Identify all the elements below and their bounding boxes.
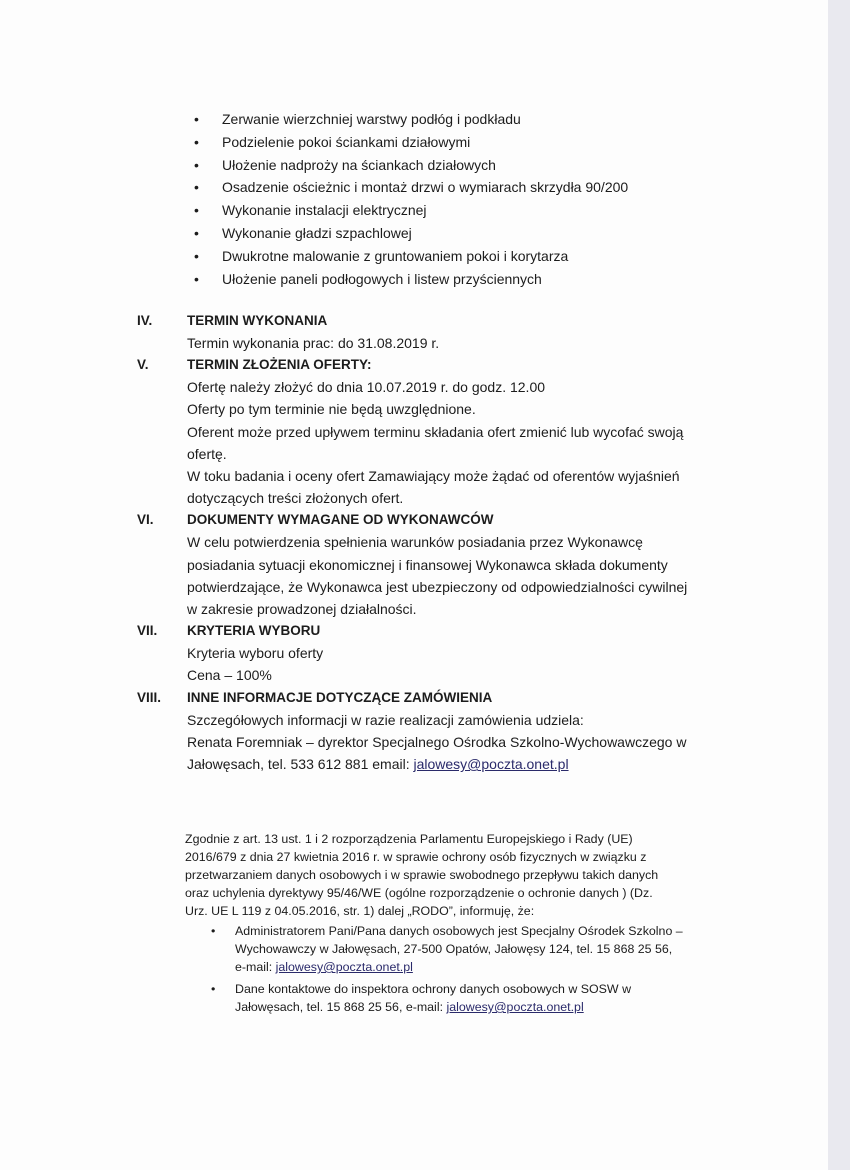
section-line: Cena – 100%	[187, 667, 272, 684]
rodo-line: przetwarzaniem danych osobowych i w sprawie swobodnego przepływu takich danych	[185, 868, 659, 882]
section-number: IV.	[137, 313, 153, 328]
section-line: Jałowęsach, tel. 533 612 881 email: jalowesy@poczta.onet.pl	[187, 756, 569, 773]
section-viii	[137, 687, 757, 776]
section-number: VII.	[137, 623, 158, 639]
section-title: DOKUMENTY WYMAGANE OD WYKONAWCÓW	[187, 512, 494, 528]
section-line: Renata Foremniak – dyrektor Specjalnego Ośrodka Szkolno-Wychowawczego w	[187, 733, 687, 750]
scan-edge	[828, 0, 850, 1170]
section-title: INNE INFORMACJE DOTYCZĄCE ZAMÓWIENIA	[187, 689, 493, 705]
rodo-line: Urz. UE L 119 z 04.05.2016, str. 1) dalej „RODO”, informuję, że:	[185, 904, 535, 918]
rodo-line: Zgodnie z art. 13 ust. 1 i 2 rozporządzenia Parlamentu Europejskiego i Rady (UE)	[185, 832, 633, 846]
list-item: • Dwukrotne malowanie z gruntowaniem pokoi i korytarza	[210, 245, 800, 268]
rodo-notice	[185, 830, 745, 1020]
section-line: W celu potwierdzenia spełnienia warunków posiadania przez Wykonawcę	[187, 534, 643, 551]
section-line: potwierdzające, że Wykonawca jest ubezpieczony od odpowiedzialności cywilnej	[187, 578, 688, 595]
list-item: • Ułożenie paneli podłogowych i listew przyściennych	[210, 268, 800, 291]
list-item: • Ułożenie nadproży na ściankach działowych	[210, 154, 800, 177]
rodo-line: oraz uchylenia dyrektywy 95/46/WE (ogólne rozporządzenie o ochronie danych ) (Dz.	[185, 886, 653, 900]
section-vii	[137, 620, 757, 686]
section-line: posiadania sytuacji ekonomicznej i finansowej Wykonawca składa dokumenty	[187, 556, 668, 573]
inspector-email-link[interactable]: jalowesy@poczta.onet.pl	[446, 1000, 584, 1014]
list-item: • Zerwanie wierzchniej warstwy podłóg i podkładu	[210, 108, 800, 131]
administrator-email-link[interactable]: jalowesy@poczta.onet.pl	[275, 960, 413, 974]
rodo-line: 2016/679 z dnia 27 kwietnia 2016 r. w sprawie ochrony osób fizycznych w związku z	[185, 850, 647, 864]
section-line: Oferty po tym terminie nie będą uwzględnione.	[187, 401, 476, 418]
section-line: Ofertę należy złożyć do dnia 10.07.2019 r. do godz. 12.00	[187, 379, 546, 396]
section-title: TERMIN ZŁOŻENIA OFERTY:	[187, 357, 372, 373]
section-line: Kryteria wyboru oferty	[187, 645, 324, 662]
section-vi	[137, 509, 757, 620]
list-item: • Dane kontaktowe do inspektora ochrony danych osobowych w SOSW w Jałowęsach, tel. 15 868 25 56, e-mail: jalowesy@poczta.onet.pl	[185, 980, 745, 1016]
section-title: KRYTERIA WYBORU	[187, 623, 321, 639]
document-sections	[137, 310, 757, 775]
rodo-list	[185, 922, 745, 1016]
section-iv	[137, 310, 757, 354]
section-line: dotyczących treści złożonych ofert.	[187, 490, 404, 507]
list-item: • Wykonanie instalacji elektrycznej	[210, 199, 800, 222]
section-title: TERMIN WYKONANIA	[187, 313, 328, 328]
section-line: ofertę.	[187, 445, 227, 462]
section-number: V.	[137, 357, 149, 373]
section-v	[137, 354, 757, 509]
section-line: Oferent może przed upływem terminu składania ofert zmienić lub wycofać swoją	[187, 423, 684, 440]
section-line: Szczegółowych informacji w razie realizacji zamówienia udziela:	[187, 711, 584, 728]
section-number: VI.	[137, 512, 154, 528]
section-line: W toku badania i oceny ofert Zamawiający może żądać od oferentów wyjaśnień	[187, 468, 680, 485]
list-item: • Wykonanie gładzi szpachlowej	[210, 222, 800, 245]
list-item: • Podzielenie pokoi ściankami działowymi	[210, 131, 800, 154]
work-scope-list	[210, 108, 800, 290]
contact-email-link[interactable]: jalowesy@poczta.onet.pl	[413, 756, 569, 773]
list-item: • Osadzenie ościeżnic i montaż drzwi o wymiarach skrzydła 90/200	[210, 176, 800, 199]
section-number: VIII.	[137, 689, 162, 705]
list-item: • Administratorem Pani/Pana danych osobowych jest Specjalny Ośrodek Szkolno – Wychowawczy w Jałowęsach, 27-500 Opatów, Jałowęsy 124, tel. 15 868 25 56, e-mail: jalowesy@poczta.onet.pl	[185, 922, 745, 976]
section-line: Termin wykonania prac: do 31.08.2019 r.	[187, 335, 440, 351]
section-line: w zakresie prowadzonej działalności.	[187, 601, 417, 618]
